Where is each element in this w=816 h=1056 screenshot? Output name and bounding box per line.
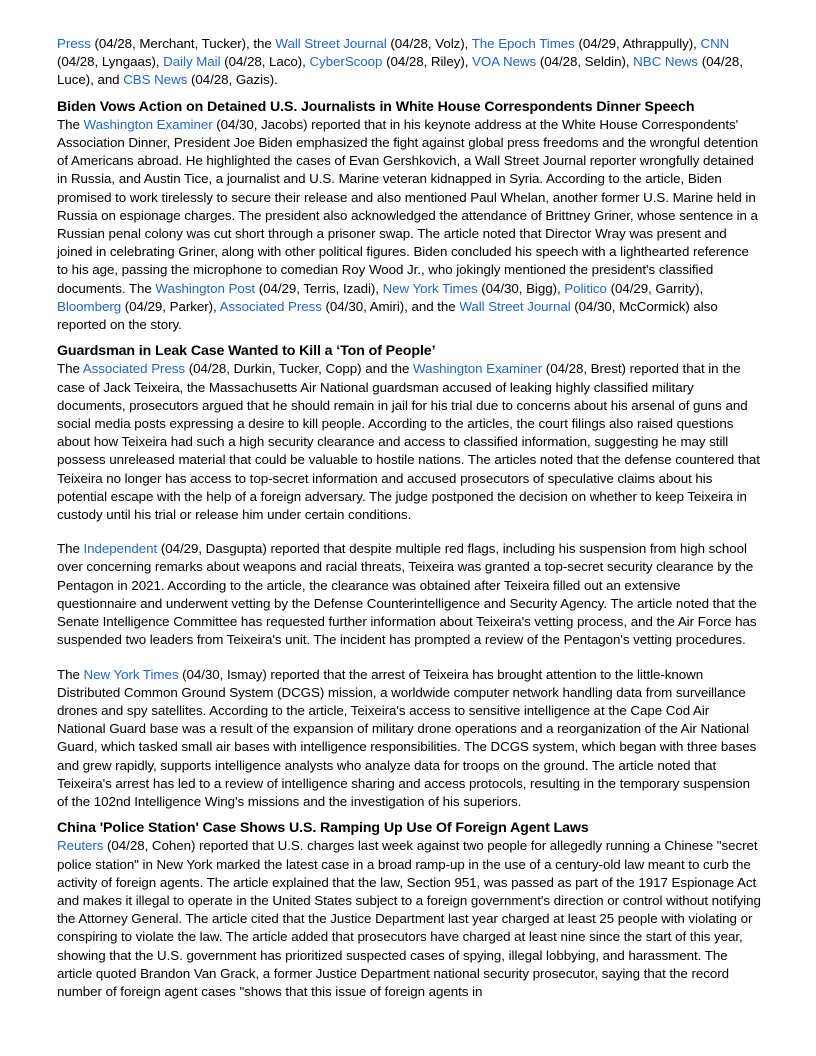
document-body xyxy=(57,35,761,1001)
link-cnn[interactable]: CNN xyxy=(700,36,730,51)
link-wall-street-journal[interactable]: Wall Street Journal xyxy=(275,36,387,51)
article-paragraph-guardsman-2: The Independent (04/29, Dasgupta) reported that despite multiple red flags, including his suspension from high school over concerning remarks about weapons and racial threats, Teixeira was granted a top-secret security clearance by the Pentagon in 2021. According to the article, the clearance was obtained after Teixeira filled out an extensive questionnaire and underwent vetting by the Defense Counterintelligence and Security Agency. The article noted that the Senate Intelligence Committee has requested further information about Teixeira's vetting process, and the Air Force has suspended two leaders from Teixeira's unit. The incident has prompted a review of the Pentagon's vetting procedures. xyxy=(57,541,757,648)
link-washington-post[interactable]: Washington Post xyxy=(155,280,256,296)
link-politico[interactable]: Politico xyxy=(564,280,607,296)
link-nbc-news[interactable]: NBC News xyxy=(633,54,699,70)
article-paragraph-biden: The Washington Examiner (04/30, Jacobs) reported that in his keynote address at the White House Correspondents' Association Dinner, President Joe Biden emphasized the fight against global press freedoms and the wrongful detention of Americans abroad. He highlighted the cases of Evan Gershkovich, a Wall Street Journal reporter wrongfully detained in Russia, and Austin Tice, a journalist and U.S. Marine veteran kidnapped in Syria. According to the article, Biden promised to work tirelessly to secure their release and also mentioned Paul Whelan, another former U.S. Marine held in Russia on espionage charges. The president also acknowledged the attendance of Brittney Griner, whose sentence in a Russian penal colony was cut short through a prisoner swap. The article noted that Director Wray was present and joined in celebrating Griner, along with other political figures. Biden concluded his speech with a lighthearted reference to his age, passing the microphone to comedian Roy Wood Jr., who jokingly mentioned the president's classified documents. The Washington Post (04/29, Terris, Izadi), New York Times (04/30, Bigg), Politico (04/29, Garrity), Bloomberg (04/29, Parker), Associated Press (04/30, Amiri), and the Wall Street Journal (04/30, McCormick) also reported on the story. xyxy=(57,116,759,333)
link-cyberscoop[interactable]: CyberScoop xyxy=(309,54,383,70)
intro-paragraph: Press (04/28, Merchant, Tucker), the Wall Street Journal (04/28, Volz), The Epoch Times (04/29, Athrappully), CNN (04/28, Lyngaas), Daily Mail (04/28, Laco), CyberScoop (04/28, Riley), VOA News (04/28, Seldin), NBC News (04/28, Luce), and CBS News (04/28, Gazis). xyxy=(57,36,743,88)
link-daily-mail[interactable]: Daily Mail xyxy=(163,54,221,70)
link-press[interactable]: Press xyxy=(57,36,91,51)
link-associated-press[interactable]: Associated Press xyxy=(82,361,186,377)
link-new-york-times[interactable]: New York Times xyxy=(83,666,179,682)
link-associated-press[interactable]: Associated Press xyxy=(219,298,322,314)
link-reuters[interactable]: Reuters xyxy=(57,838,104,854)
article-headline-china: China 'Police Station' Case Shows U.S. Ramping Up Use Of Foreign Agent Laws xyxy=(57,820,589,837)
link-wall-street-journal[interactable]: Wall Street Journal xyxy=(459,298,571,314)
article-paragraph-guardsman-1: The Associated Press (04/28, Durkin, Tucker, Copp) and the Washington Examiner (04/28, Brest) reported that in the case of Jack Teixeira, the Massachusetts Air National guardsman accused of leaking highly classified military documents, prosecutors argued that he should remain in jail for his trial due to concerns about his arsenal of guns and social media posts expressing a desire to kill people. According to the articles, the court filings also raised questions about how Teixeira had such a high security clearance and access to classified information, suggesting he may still possess unreleased material that could be valuable to hostile nations. The articles noted that the defense countered that Teixeira no longer has access to top-secret information and accused prosecutors of speculative claims about his potential escape with the help of a foreign adversary. The judge postponed the decision on whether to keep Teixeira in custody until his trial or release him under certain conditions. xyxy=(57,361,760,523)
link-washington-examiner[interactable]: Washington Examiner xyxy=(83,116,213,132)
article-paragraph-guardsman-3: The New York Times (04/30, Ismay) reported that the arrest of Teixeira has brought attention to the little-known Distributed Common Ground System (DCGS) mission, a worldwide computer network handling data from surveillance drones and spy satellites. According to the article, Teixeira's access to sensitive intelligence at the Cape Cod Air National Guard base was a result of the expansion of military drone operations and a reorganization of the Air National Guard, which tasked small air bases with intelligence responsibilities. The DCGS system, which began with three bases and grew rapidly, supports intelligence analysts who analyze data for troops on the ground. The article noted that Teixeira's arrest has led to a review of intelligence sharing and access protocols, resulting in the temporary suspension of the 102nd Intelligence Wing's missions and the investigation of his superiors. xyxy=(57,666,757,809)
article-paragraph-china: Reuters (04/28, Cohen) reported that U.S. charges last week against two people for allegedly running a Chinese "secret police station" in New York marked the latest case in a broad ramp-up in the use of a century-old law meant to curb the activity of foreign agents. The article explained that the law, Section 951, was passed as part of the 1917 Espionage Act and makes it illegal to operate in the United States subject to a foreign government's direction or control without notifying the Attorney General. The article cited that the Justice Department last year charged at least 25 people with violating or conspiring to violate the law. The article added that prosecutors have charged at least nine since the start of this year, showing that the U.S. government has prioritized suspected cases of spying, illegal lobbying, and harassment. The article quoted Brandon Van Grack, a former Justice Department national security prosecutor, saying that the record number of foreign agent cases "shows that this issue of foreign agents in xyxy=(57,838,761,999)
link-cbs-news[interactable]: CBS News xyxy=(123,72,188,88)
link-washington-examiner[interactable]: Washington Examiner xyxy=(413,361,543,377)
link-independent[interactable]: Independent xyxy=(83,541,158,557)
article-headline-biden: Biden Vows Action on Detained U.S. Journalists in White House Correspondents Dinner Speech xyxy=(57,98,695,115)
article-headline-guardsman: Guardsman in Leak Case Wanted to Kill a ‘Ton of People’ xyxy=(57,343,436,360)
link-new-york-times[interactable]: New York Times xyxy=(382,280,478,296)
link-epoch-times[interactable]: The Epoch Times xyxy=(471,36,575,51)
link-voa-news[interactable]: VOA News xyxy=(472,54,537,70)
link-bloomberg[interactable]: Bloomberg xyxy=(57,298,122,314)
